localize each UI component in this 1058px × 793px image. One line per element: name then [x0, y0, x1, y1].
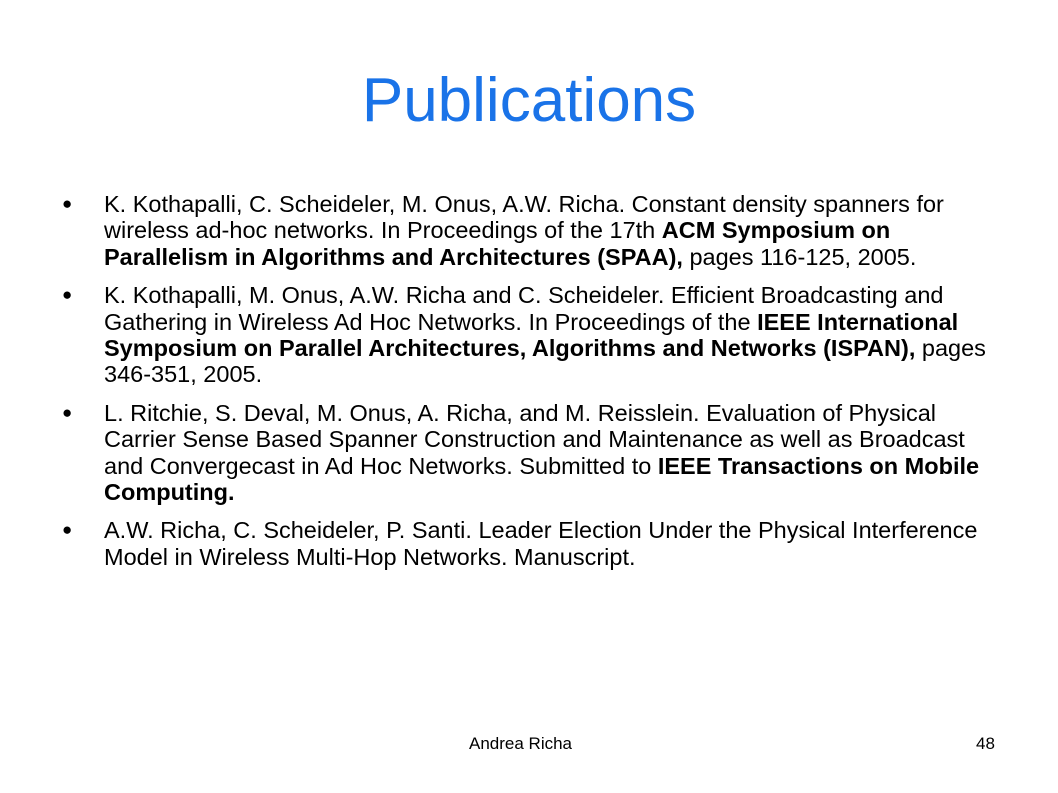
slide-title: Publications: [361, 66, 697, 135]
publication-item: [62, 282, 992, 388]
page-number: 48: [976, 734, 995, 753]
publication-authors-title: K. Kothapalli, C. Scheideler, M. Onus, A.W. Richa. Constant density spanners for wireless ad-hoc networks. In Proceedings of the 17th: [104, 191, 944, 244]
publication-pages: pages 346-351, 2005.: [104, 335, 986, 388]
bullet-icon: ●: [62, 194, 73, 213]
publication-text: [104, 282, 986, 387]
publication-authors-title: A.W. Richa, C. Scheideler, P. Santi. Leader Election Under the Physical Interference Model in Wireless Multi-Hop Networks. Manuscript.: [104, 517, 978, 570]
bullet-icon: ●: [62, 402, 73, 422]
publication-item: [62, 191, 992, 270]
publication-authors-title: L. Ritchie, S. Deval, M. Onus, A. Richa, and M. Reisslein. Evaluation of Physical Carrier Sense Based Spanner Construction and Maintenance as well as Broadcast and Convergecast in Ad Hoc Networks. Submitted to: [104, 399, 965, 479]
publication-authors-title: K. Kothapalli, M. Onus, A.W. Richa and C. Scheideler. Efficient Broadcasting and Gathering in Wireless Ad Hoc Networks. In Proceedings of the: [104, 282, 944, 335]
bullet-icon: ●: [62, 520, 73, 540]
publication-venue: IEEE International Symposium on Parallel Architectures, Algorithms and Networks (ISPAN),: [104, 308, 959, 362]
publication-text: [104, 191, 944, 270]
footer-author: Andrea Richa: [469, 734, 573, 753]
publication-item: [62, 517, 992, 570]
publication-text: [104, 400, 979, 505]
publication-pages: pages 116-125, 2005.: [682, 243, 917, 270]
bullet-icon: ●: [62, 285, 73, 305]
publication-venue: IEEE Transactions on Mobile Computing.: [104, 452, 980, 506]
publication-text: [104, 517, 977, 569]
publication-list: [62, 191, 992, 582]
publication-venue: ACM Symposium on Parallelism in Algorithms and Architectures (SPAA),: [104, 217, 891, 270]
publication-item: [62, 400, 992, 506]
